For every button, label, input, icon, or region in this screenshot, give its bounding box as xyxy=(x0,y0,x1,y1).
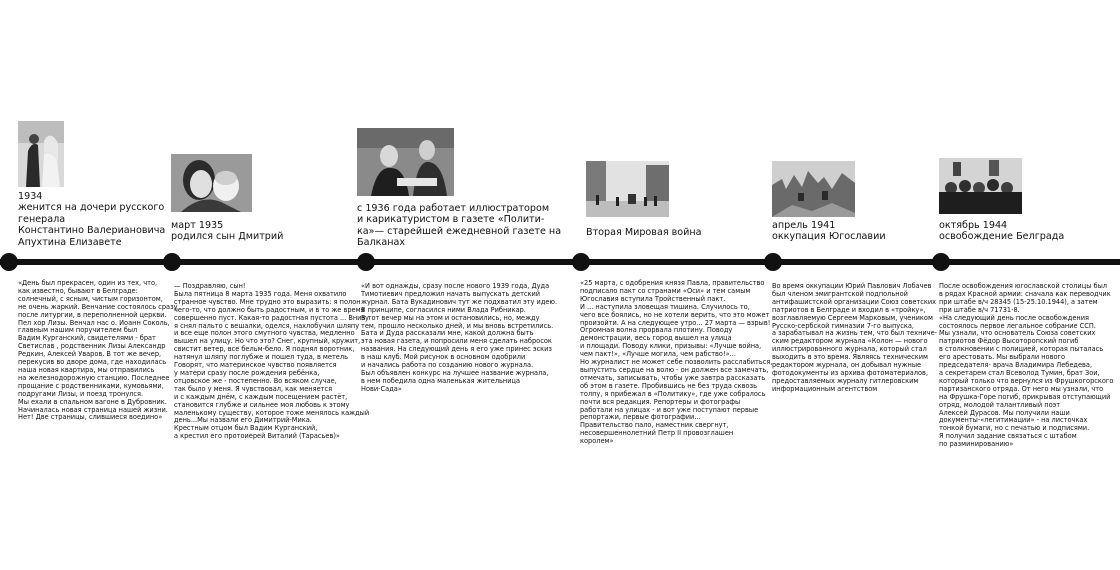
text-line: у матери сразу после рождения ребёнка, xyxy=(174,368,320,377)
text-line: в столкновении с полицией, которая пыталась xyxy=(939,345,1104,354)
text-line: наша новая квартира, мы отправились xyxy=(18,365,155,374)
caption-line: родился сын Дмитрий xyxy=(171,231,284,243)
text-line: эта новая газета, и попросили меня сделать набросок xyxy=(361,337,552,346)
text-line: совершенно пуст. Какая-то радостная пустота ... Внизу xyxy=(174,313,369,322)
text-line: Пел хор Лизы. Венчал нас о. Иоанн Соколь, xyxy=(18,318,170,327)
timeline-dot xyxy=(932,253,950,271)
text-line: антифашистской организации Союз советских xyxy=(772,297,937,306)
text-line: Начиналась новая страница нашей жизни. xyxy=(18,405,168,414)
event-text-1936 xyxy=(361,283,557,394)
text-line: тем, прошло несколько дней, и мы вновь встретились. xyxy=(361,321,554,330)
text-line: Но журналист не может себе позволить расслабиться, xyxy=(580,358,773,367)
caption-line: освобождение Белграда xyxy=(939,231,1065,243)
text-line: не очень жаркий. Венчание состоялось сразу xyxy=(18,302,178,311)
event-caption-1944 xyxy=(939,220,1064,243)
text-line: толпу, я прибежал в «Политику», где уже собралось xyxy=(580,389,766,398)
text-line: прощание с родственниками, кумовьями, xyxy=(18,381,164,390)
text-line: выходить в это время. Являясь техническим xyxy=(772,353,928,362)
text-line: чего-то, что должно быть радостным, и в то же время xyxy=(174,305,365,314)
text-line: Нови-Сада» xyxy=(361,384,402,393)
text-line: странное чувство. Мне трудно это выразить: я полон xyxy=(174,297,361,306)
text-line: В тот вечер мы на этом и остановились, но, между xyxy=(361,313,540,322)
event-caption-1935 xyxy=(171,220,283,243)
mother-child-photo xyxy=(171,154,252,212)
caption-line: апрель 1941 xyxy=(772,220,836,231)
text-line: натянул шляпу поглубже и пошел туда, в метель xyxy=(174,353,348,362)
text-line: документы-«легитимации» - на листочках xyxy=(939,416,1088,425)
text-line: Вадим Курганский, свидетелями - брат xyxy=(18,334,156,343)
text-line: «День был прекрасен, один из тех, что, xyxy=(18,279,158,287)
text-line: об этом в газете. Пробившись не без труда сквозь xyxy=(580,381,757,390)
timeline-dot xyxy=(764,253,782,271)
text-line: главным нашим поручителем был xyxy=(18,326,138,335)
text-line: я снял пальто с вешалки, оделся, нахлобучил шляпу xyxy=(174,321,360,330)
text-line: Был объявлен конкурс на лучшее название журнала, xyxy=(361,368,549,377)
text-line: в нем победила одна маленькая жительница xyxy=(361,376,521,385)
event-caption-ww2 xyxy=(586,227,702,238)
text-line: Русско-сербской гимназии 7-го выпуска, xyxy=(772,321,914,330)
text-line: Говорят, что материнское чувство появляется xyxy=(174,361,337,370)
illustrator-desk-photo xyxy=(357,128,454,196)
text-line: несовершеннолетний Петр II провозглашен xyxy=(580,429,734,438)
caption-line: с 1936 года работает иллюстратором xyxy=(357,203,550,214)
text-line: отмечать, записывать, чтобы уже завтра рассказать xyxy=(580,373,766,382)
caption-line: генерала xyxy=(18,213,66,225)
text-line: ским редактором журнала «Колон — нового xyxy=(772,337,928,346)
text-line: его арестовать. Мы выбрали нового xyxy=(939,353,1066,362)
text-line: Была пятница 8 марта 1935 года. Меня охватило xyxy=(174,289,347,298)
event-caption-1941 xyxy=(772,220,886,243)
text-line: на Фрушка-Горе погиб, прикрывая отступающий xyxy=(939,392,1111,401)
text-line: Правительство пало, наместник свергнут, xyxy=(580,421,729,430)
caption-line: женится на дочери русского xyxy=(18,202,165,214)
text-line: патриотов в Белграде и входил в «тройку», xyxy=(772,305,926,314)
event-text-1935 xyxy=(174,283,369,441)
text-line: был членом эмигрантской подпольной xyxy=(772,289,908,298)
text-line: подругами Лизы, и поезд тронулся. xyxy=(18,389,144,398)
text-line: отряд, молодой талантливый поэт xyxy=(939,400,1061,409)
text-line: фотодокументы из архива фотоматериалов, xyxy=(772,368,929,377)
caption-line: и карикатуристом в газете «Полити- xyxy=(357,214,545,226)
text-line: Редкин, Алексей Уваров. В тот же вечер, xyxy=(18,350,162,359)
text-line: председателя- врача Владимира Лебедева, xyxy=(939,361,1093,370)
text-line: после литургии, в переполненной церкви. xyxy=(18,310,167,319)
timeline-dot xyxy=(163,253,181,271)
event-text-1944 xyxy=(939,283,1113,449)
text-line: чем пакт!», «Лучше могила, чем рабство!»... xyxy=(580,350,736,359)
event-text-1941 xyxy=(772,283,937,394)
event-caption-1934 xyxy=(18,191,165,248)
text-line: и начались работа по созданию нового журнала. xyxy=(361,361,534,370)
text-line: выпустить сердце на волю - он должен все замечать, xyxy=(580,365,769,374)
text-line: при штабе в/ч 71731-8. xyxy=(939,305,1020,314)
text-line: так было у меня. Я чувствовал, как меняется xyxy=(174,384,333,393)
text-line: свистит ветер, все бельм-бело. Я поднял воротник, xyxy=(174,345,355,354)
text-line: Югославия вступила Тройственный пакт. xyxy=(580,294,726,303)
text-line: После освобождения югославской столицы был xyxy=(939,282,1107,290)
text-line: Бата и Дуда рассказали мне, какой должна быть xyxy=(361,329,534,338)
text-line: а крестил его протоиерей Виталий (Тарасьев)» xyxy=(174,432,340,441)
text-line: Алексей Дурасов. Мы получили наши xyxy=(939,408,1070,417)
text-line: который только что вернулся из Фрушкогорского xyxy=(939,376,1114,385)
text-line: информационным агентством xyxy=(772,384,878,393)
text-line: подписало пакт со странами «Оси» и тем самым xyxy=(580,286,751,295)
text-line: вышел на улицу. Но что это? Снег, крупный, кружит, xyxy=(174,337,361,346)
text-line: перекусив во дворе дома, где находилась xyxy=(18,358,167,367)
text-line: состоялось первое легальное собрание ССП. xyxy=(939,321,1096,330)
text-line: В принципе, согласился ними Влада Рибникар. xyxy=(361,305,526,314)
text-line: на железнодорожную станцию. Последнее xyxy=(18,373,170,382)
text-line: маленькому существу, которое тоже менялось каждый xyxy=(174,408,370,417)
text-line: демонстрации, весь город вышел на улица xyxy=(580,334,732,343)
text-line: тонкой бумаги, но с печатью и подписями. xyxy=(939,424,1090,433)
text-line: Я получил задание связаться с штабом xyxy=(939,432,1077,441)
text-line: Огромная волна прорвала плотину. Поводу xyxy=(580,326,733,335)
text-line: день...Мы назвали его Димитрий-Мика. xyxy=(174,416,312,425)
text-line: солнечный, с ясным, чистым горизонтом, xyxy=(18,294,163,303)
event-text-ww2 xyxy=(580,280,772,446)
text-line: Во время оккупации Юрий Павлович Лобачев xyxy=(772,282,932,290)
text-line: Нет! Две страницы, слившиеся воедино» xyxy=(18,413,163,422)
text-line: возглавляемую Сергеем Марковым, учеником xyxy=(772,313,933,322)
ruined-city-photo xyxy=(772,161,855,217)
text-line: журнал. Бата Вукадинович тут же подхватил эту идею. xyxy=(361,297,558,306)
text-line: Крестным отцом был Вадим Курганский, xyxy=(174,424,318,433)
caption-line: октябрь 1944 xyxy=(939,220,1008,231)
text-line: произойти. А на следующее утро... 27 марта — взрыв! xyxy=(580,318,771,327)
text-line: Светислав , родственник Лизы Александр xyxy=(18,342,166,351)
caption-line: Вторая Мировая война xyxy=(586,227,702,238)
wartime-street-photo xyxy=(586,161,669,217)
caption-line: ка»— старейшей ежедневной газете на xyxy=(357,225,562,237)
text-line: предоставляемых журналу гитлеровским xyxy=(772,376,919,385)
text-line: при штабе в/ч 28345 (15-25.10.1944), а затем xyxy=(939,297,1098,306)
text-line: а зарабатывал на жизнь тем, что был техниче- xyxy=(772,329,938,338)
text-line: Тимотиевич предложил начать выпускать детский xyxy=(361,289,541,298)
text-line: партизанского отряда. От него мы узнали, что xyxy=(939,384,1104,393)
text-line: репортажи, первые фотографии... xyxy=(580,413,701,422)
caption-line: Балканах xyxy=(357,237,406,249)
caption-line: Апухтина Елизавете xyxy=(18,236,122,248)
timeline-dot xyxy=(0,253,18,271)
text-line: И ... наступила зловещая тишина. Случилось то, xyxy=(580,302,750,311)
timeline-dot xyxy=(357,253,375,271)
text-line: иллюстрированного журнала, который стал xyxy=(772,345,927,354)
text-line: «25 марта, с одобрения князя Павла, правительство xyxy=(580,279,765,287)
text-line: — Поздравляю, сын! xyxy=(174,282,246,290)
caption-line: 1934 xyxy=(18,191,43,202)
caption-line: оккупация Югославии xyxy=(772,231,886,243)
text-line: и площади. Поводу клики, призывы: «Лучше война, xyxy=(580,342,762,351)
text-line: чего все боялись, но не хотели верить, что это может xyxy=(580,310,770,319)
text-line: редактором журнала, он добывал нужные xyxy=(772,361,922,370)
timeline-dot xyxy=(572,253,590,271)
event-caption-1936 xyxy=(357,203,561,249)
text-line: становится глубже и сильнее моя любовь к этому xyxy=(174,400,350,409)
text-line: почти вся редакция. Репортеры и фотографы xyxy=(580,397,741,406)
text-line: Мы узнали, что основатель Союза советских xyxy=(939,329,1096,338)
liberation-crowd-photo xyxy=(939,158,1022,214)
caption-line: март 1935 xyxy=(171,220,224,231)
event-text-1934 xyxy=(18,280,177,422)
text-line: как известно, бывают в Белграде: xyxy=(18,286,138,295)
text-line: Мы ехали в спальном вагоне в Дубровник. xyxy=(18,397,167,406)
text-line: а секретарем стал Всеволод Тумин, брат Зои, xyxy=(939,368,1100,377)
text-line: в наш клуб. Мой рисунок в основном одобрили xyxy=(361,353,526,362)
text-line: и все еще полон этого смутного чувства, медленно xyxy=(174,329,355,338)
text-line: в рядах Красной армии: сначала как переводчик xyxy=(939,289,1111,298)
text-line: «И вот однажды, сразу после нового 1939 года, Дуда xyxy=(361,282,550,290)
text-line: названия. На следующий день я его уже принес эскиз xyxy=(361,345,552,354)
text-line: работали на улицах - и вот уже поступают первые xyxy=(580,405,759,414)
text-line: отцовское же - постепенно. Во всяком случае, xyxy=(174,376,337,385)
text-line: королем» xyxy=(580,437,614,446)
couple-wedding-photo xyxy=(18,121,64,187)
text-line: по разминированию» xyxy=(939,440,1014,449)
text-line: патриотов Фёдор Высоторопский погиб xyxy=(939,337,1079,346)
text-line: и с каждым днём, с каждым посещением растёт, xyxy=(174,392,348,401)
text-line: «На следующий день после освобождения xyxy=(939,313,1089,322)
caption-line: Константино Валериановича xyxy=(18,225,166,237)
